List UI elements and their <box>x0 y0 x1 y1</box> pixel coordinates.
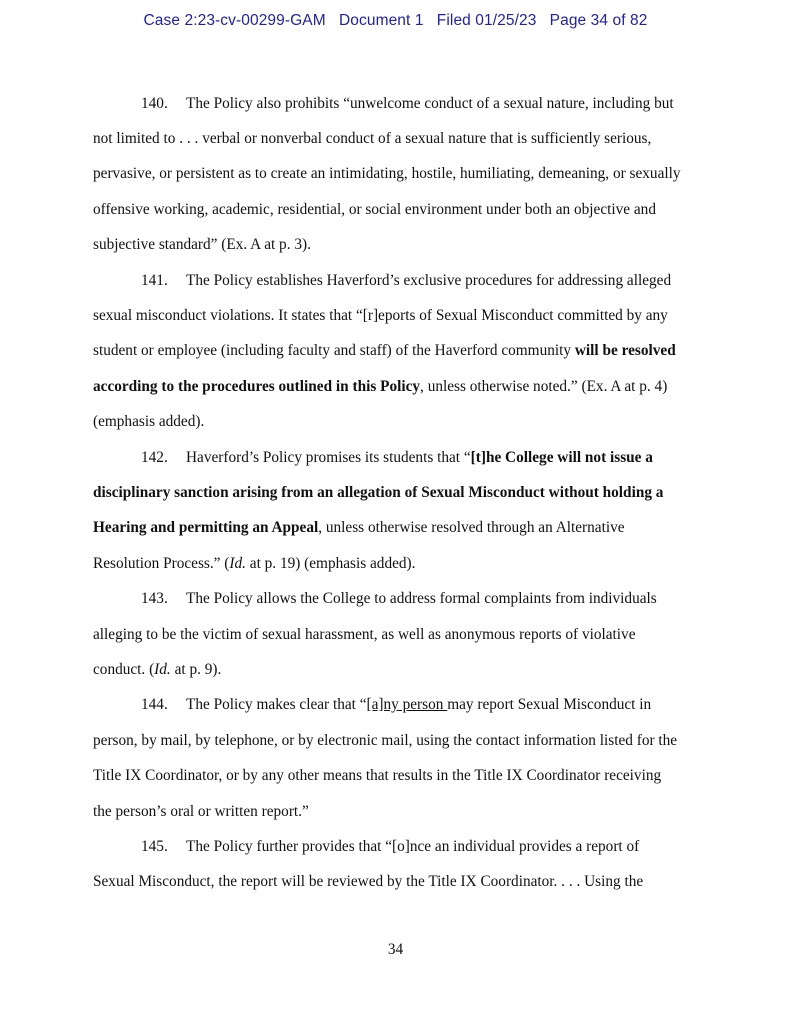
page-number: 34 <box>387 941 404 958</box>
bold-emphasis: [t]he College will not issue a <box>470 449 653 466</box>
citation-id: Id. <box>229 555 246 572</box>
paragraph-142-line: Hearing and permitting an Appeal, unless otherwise resolved through an Alternative <box>93 519 625 536</box>
paragraph-144-line: person, by mail, by telephone, or by electronic mail, using the contact information listed for the <box>93 732 678 749</box>
paragraph-140-line: offensive working, academic, residential, or social environment under both an objective and <box>93 201 656 218</box>
paragraph-144-line: Title IX Coordinator, or by any other means that results in the Title IX Coordinator receiving <box>93 767 662 784</box>
document-number: Document 1 <box>338 12 424 29</box>
paragraph-141-line: student or employee (including faculty and staff) of the Haverford community will be resolved <box>93 342 676 359</box>
paragraph-142-line: Resolution Process.” (Id. at p. 19) (emphasis added). <box>93 555 416 572</box>
paragraph-142-line <box>93 481 703 505</box>
paragraph-number: 145. <box>141 838 168 855</box>
bold-emphasis: Hearing and permitting an Appeal <box>93 519 319 536</box>
paragraph-143-line: 143. The Policy allows the College to address formal complaints from individuals <box>141 587 751 611</box>
paragraph-number: 144. <box>141 696 168 713</box>
paragraph-141-line: 141. The Policy establishes Haverford’s exclusive procedures for addressing alleged <box>141 269 751 293</box>
paragraph-number: 143. <box>141 590 168 607</box>
paragraph-144-line: the person’s oral or written report.” <box>93 803 309 820</box>
paragraph-140-line: not limited to . . . verbal or nonverbal conduct of a sexual nature that is sufficiently serious, <box>93 130 652 147</box>
bold-emphasis: according to the procedures outlined in this Policy <box>93 378 421 395</box>
paragraph-145-line: Sexual Misconduct, the report will be reviewed by the Title IX Coordinator. . . . Using the <box>93 873 644 890</box>
paragraph-141-line: according to the procedures outlined in this Policy, unless otherwise noted.” (Ex. A at p. 4) <box>93 378 668 395</box>
paragraph-143-line: conduct. (Id. at p. 9). <box>93 661 222 678</box>
bold-emphasis: disciplinary sanction arising from an allegation of Sexual Misconduct without holding a <box>93 484 664 501</box>
case-header <box>0 12 791 30</box>
case-number: Case 2:23-cv-00299-GAM <box>143 12 326 29</box>
paragraph-143-line: alleging to be the victim of sexual harassment, as well as anonymous reports of violative <box>93 626 636 643</box>
paragraph-141-line: (emphasis added). <box>93 413 205 430</box>
page-of: Page 34 of 82 <box>549 12 648 29</box>
filed-date: Filed 01/25/23 <box>436 12 537 29</box>
paragraph-145-line: 145. The Policy further provides that “[o]nce an individual provides a report of <box>141 835 751 859</box>
paragraph-number: 142. <box>141 449 168 466</box>
bold-emphasis: will be resolved <box>574 342 676 359</box>
paragraph-number: 141. <box>141 272 168 289</box>
paragraph-144-line: 144. The Policy makes clear that “[a]ny person may report Sexual Misconduct in <box>141 693 751 717</box>
paragraph-140-line: pervasive, or persistent as to create an intimidating, hostile, humiliating, demeaning, or sexually <box>93 165 681 182</box>
paragraph-number: 140. <box>141 95 168 112</box>
paragraph-140-line: 140. The Policy also prohibits “unwelcome conduct of a sexual nature, including but <box>141 92 751 116</box>
citation-id: Id. <box>154 661 171 678</box>
paragraph-141-line: sexual misconduct violations. It states that “[r]eports of Sexual Misconduct committed by any <box>93 307 668 324</box>
paragraph-142-line: 142. Haverford’s Policy promises its students that “[t]he College will not issue a <box>141 446 751 470</box>
paragraph-140-line: subjective standard” (Ex. A at p. 3). <box>93 236 311 253</box>
underlined-emphasis: [a]ny person <box>366 696 448 713</box>
